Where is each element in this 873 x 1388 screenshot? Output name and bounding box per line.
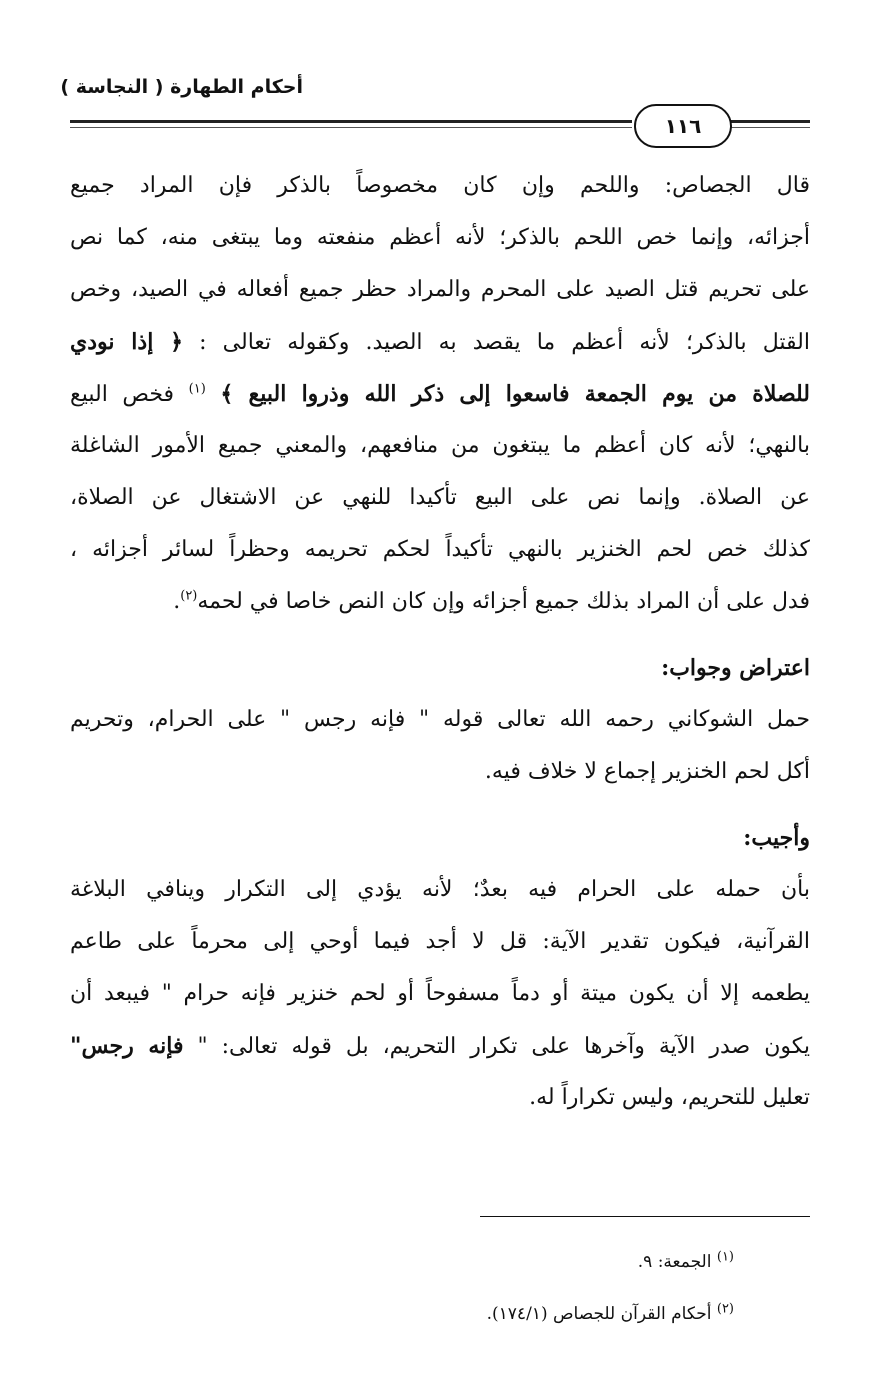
text-span: القتل بالذكر؛ لأنه أعظم ما يقصد به الصيد. وكقوله تعالى : <box>199 330 810 355</box>
text-line: بأن حمله على الحرام فيه بعدٌ؛ لأنه يؤدي إلى التكرار وينافي البلاغة <box>70 877 810 902</box>
text-line: حمل الشوكاني رحمه الله تعالى قوله " فإنه رجس " على الحرام، وتحريم <box>70 707 810 732</box>
text-line: أكل لحم الخنزير إجماع لا خلاف فيه. <box>484 759 810 784</box>
header-rule-right <box>730 120 810 123</box>
footnote-text: الجمعة: ٩. <box>637 1252 712 1272</box>
text-span: فدل على أن المراد بذلك جميع أجزائه وإن كان النص خاصا في لحمه <box>197 589 810 614</box>
text-line: أجزائه، وإنما خص اللحم بالذكر؛ لأنه أعظم منفعته وما يبتغى منه، كما نص <box>70 225 810 250</box>
header-rule-thin <box>70 127 632 128</box>
bold-phrase: فإنه رجس" <box>70 1033 184 1059</box>
text-line <box>70 1020 810 1072</box>
quran-verse-start: ﴿ إذا نودي <box>70 329 183 355</box>
running-title: أحكام الطهارة ( النجاسة ) <box>60 76 303 98</box>
footnote-rule <box>480 1216 810 1217</box>
footnote-number: (١) <box>716 1249 734 1265</box>
footnote-ref-1: (١) <box>188 381 206 397</box>
footnote-text: أحكام القرآن للجصاص (١٧٤/١). <box>486 1304 712 1324</box>
text-line: كذلك خص لحم الخنزير بالنهي تأكيداً لحكم تحريمه وحظراً لسائر أجزائه ، <box>70 537 810 562</box>
text-line: على تحريم قتل الصيد على المحرم والمراد حظر جميع أفعاله في الصيد، وخص <box>70 277 810 302</box>
text-span: فخص البيع <box>70 382 175 407</box>
section-heading: اعتراض وجواب: <box>661 655 810 681</box>
text-line <box>70 576 810 628</box>
text-line: عن الصلاة. وإنما نص على البيع تأكيدا للنهي عن الاشتغال عن الصلاة، <box>70 485 810 510</box>
footnote-number: (٢) <box>716 1301 734 1317</box>
text-line <box>70 316 810 368</box>
header-rule-right-thin <box>730 127 810 128</box>
main-text <box>70 160 810 1124</box>
text-line <box>70 368 810 420</box>
footnotes <box>70 1236 734 1340</box>
section-heading: وأجيب: <box>743 825 810 851</box>
text-line: القرآنية، فيكون تقدير الآية: قل لا أجد فيما أوحي إلى محرماً على طاعم <box>70 929 810 954</box>
text-span: يكون صدر الآية وآخرها على تكرار التحريم، بل قوله تعالى: " <box>197 1034 810 1059</box>
text-line: بالنهي؛ لأنه كان أعظم ما يبتغون من منافعهم، والمعني جميع الأمور الشاغلة <box>70 433 810 458</box>
quran-verse: للصلاة من يوم الجمعة فاسعوا إلى ذكر الله وذروا البيع ﴾ <box>220 381 811 407</box>
footnote-ref-2: (٢) <box>180 588 198 604</box>
text-line: تعليل للتحريم، وليس تكراراً له. <box>529 1085 810 1110</box>
page-number: ١١٦ <box>634 104 732 148</box>
text-line: قال الجصاص: واللحم وإن كان مخصوصاً بالذكر فإن المراد جميع <box>70 173 810 198</box>
text-span: . <box>173 589 181 614</box>
footnote-1 <box>70 1236 734 1288</box>
footnote-2 <box>70 1288 734 1340</box>
header-rule <box>70 120 632 123</box>
text-line: يطعمه إلا أن يكون ميتة أو دماً مسفوحاً أو لحم خنزير فإنه حرام " فيبعد أن <box>70 981 810 1006</box>
